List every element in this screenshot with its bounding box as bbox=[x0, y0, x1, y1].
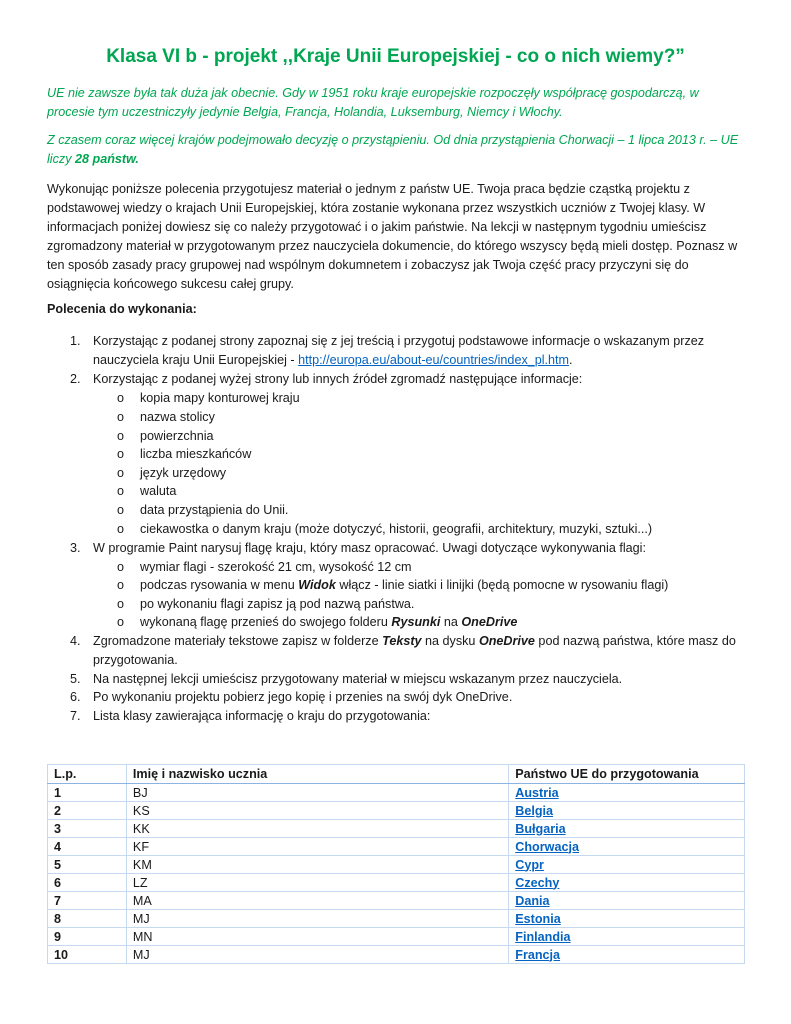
sub-item-text: ciekawostka o danym kraju (może dotyczyć, historii, geografii, architektury, muzyki, sztuki...) bbox=[140, 522, 653, 536]
step-text bbox=[93, 632, 748, 670]
country-cell bbox=[509, 910, 745, 928]
country-link[interactable]: Chorwacja bbox=[515, 839, 579, 854]
table-row bbox=[48, 946, 745, 964]
student-initials: LZ bbox=[126, 874, 508, 892]
header-lp: L.p. bbox=[48, 765, 127, 784]
student-initials: MJ bbox=[126, 946, 508, 964]
table-row bbox=[48, 820, 745, 838]
table-row bbox=[48, 784, 745, 802]
row-number: 7 bbox=[48, 892, 127, 910]
row-number: 1 bbox=[48, 784, 127, 802]
country-cell bbox=[509, 838, 745, 856]
drive-name: OneDrive bbox=[461, 615, 518, 629]
student-initials: BJ bbox=[126, 784, 508, 802]
step-number: 6. bbox=[70, 690, 81, 704]
sub-item-text bbox=[140, 613, 517, 632]
text-run: włącz - linie siatki i linijki (będą pomocne w rysowaniu flagi) bbox=[335, 578, 669, 592]
header-student-name: Imię i nazwisko ucznia bbox=[126, 765, 508, 784]
row-number: 4 bbox=[48, 838, 127, 856]
text-run: pod nazwą państwa, które masz do przygotowania. bbox=[93, 634, 736, 667]
country-cell bbox=[509, 820, 745, 838]
bullet: o bbox=[117, 615, 125, 629]
country-link[interactable]: Cypr bbox=[515, 857, 544, 872]
sub-item-text bbox=[140, 576, 668, 595]
step-number: 5. bbox=[70, 672, 81, 686]
intro-paragraph-1: UE nie zawsze była tak duża jak obecnie. Gdy w 1951 roku kraje europejskie rozpoczęły współpracę gospodarczą, w procesie tym uczestniczyły jedynie Belgia, Francja, Holandia, Luksemburg, Niemcy i Włochy. bbox=[47, 86, 699, 119]
tasks-heading: Polecenia do wykonania: bbox=[47, 302, 197, 316]
drive-name: OneDrive bbox=[478, 634, 535, 648]
row-number: 6 bbox=[48, 874, 127, 892]
country-cell bbox=[509, 946, 745, 964]
country-cell bbox=[509, 856, 745, 874]
row-number: 9 bbox=[48, 928, 127, 946]
folder-name: Teksty bbox=[382, 634, 422, 648]
bullet: o bbox=[117, 466, 125, 480]
step-1-end: . bbox=[569, 353, 573, 367]
step-text: Korzystając z podanej wyżej strony lub innych źródeł zgromadź następujące informacje: bbox=[93, 372, 583, 386]
country-cell bbox=[509, 928, 745, 946]
table-row bbox=[48, 856, 745, 874]
sub-item-text: data przystąpienia do Unii. bbox=[140, 503, 289, 517]
student-initials: MJ bbox=[126, 910, 508, 928]
bullet: o bbox=[117, 429, 125, 443]
student-initials: KM bbox=[126, 856, 508, 874]
bullet: o bbox=[117, 391, 125, 405]
step-text: Po wykonaniu projektu pobierz jego kopię i przenies na swój dyk OneDrive. bbox=[93, 690, 513, 704]
table-row bbox=[48, 892, 745, 910]
country-link[interactable]: Bułgaria bbox=[515, 821, 566, 836]
student-initials: MN bbox=[126, 928, 508, 946]
text-run: na dysku bbox=[421, 634, 479, 648]
sub-item-text: kopia mapy konturowej kraju bbox=[140, 391, 300, 405]
sub-item-text: nazwa stolicy bbox=[140, 410, 215, 424]
country-link[interactable]: Francja bbox=[515, 947, 561, 962]
country-cell bbox=[509, 874, 745, 892]
step-1-text: Korzystając z podanej strony zapoznaj się z jej treścią i przygotuj podstawowe informacje o wskazanym przez nauczyciela kraju Unii Europejskiej - bbox=[93, 334, 705, 367]
step-number: 2. bbox=[70, 372, 81, 386]
bullet: o bbox=[117, 447, 125, 461]
table-row bbox=[48, 874, 745, 892]
step-text bbox=[93, 332, 748, 370]
table-row bbox=[48, 802, 745, 820]
table-header-row bbox=[48, 765, 745, 784]
country-link[interactable]: Austria bbox=[515, 785, 559, 800]
table-row bbox=[48, 838, 745, 856]
body-paragraph: Wykonując poniższe polecenia przygotujesz materiał o jednym z państw UE. Twoja praca będzie cząstką projektu z podstawowej wiedzy o krajach Unii Europejskiej, która zostanie wykonana przez wszystkich uczniów z Twojej klasy. W informacjach poniżej dowiesz się co należy przygotować i o jakim państwie. Na lekcji w następnym tygodniu umieścisz zgromadzony materiał w przygotowanym przez nauczyciela dokumencie, do którego wszyscy będą mieli dostęp. Poznasz w ten sposób zasady pracy grupowej nad wspólnym dokumnetem i zobaczysz jak Twoja część pracy przyczyni się do osiągnięcia końcowego sukcesu całej grupy. bbox=[47, 182, 738, 291]
intro-paragraph-2 bbox=[47, 131, 747, 169]
step-number: 4. bbox=[70, 634, 81, 648]
bullet: o bbox=[117, 578, 125, 592]
step-text: Na następnej lekcji umieścisz przygotowany materiał w miejscu wskazanym przez nauczyciela. bbox=[93, 672, 623, 686]
table-row bbox=[48, 928, 745, 946]
bullet: o bbox=[117, 522, 125, 536]
student-initials: KS bbox=[126, 802, 508, 820]
country-link[interactable]: Finlandia bbox=[515, 929, 571, 944]
step-number: 1. bbox=[70, 334, 81, 348]
country-cell bbox=[509, 802, 745, 820]
text-run: podczas rysowania w menu bbox=[140, 578, 299, 592]
country-cell bbox=[509, 784, 745, 802]
country-cell bbox=[509, 892, 745, 910]
row-number: 10 bbox=[48, 946, 127, 964]
row-number: 8 bbox=[48, 910, 127, 928]
sub-item-text: powierzchnia bbox=[140, 429, 214, 443]
intro-2-count: 28 państw. bbox=[75, 152, 139, 166]
country-link[interactable]: Belgia bbox=[515, 803, 554, 818]
country-link[interactable]: Dania bbox=[515, 893, 550, 908]
bullet: o bbox=[117, 560, 125, 574]
bullet: o bbox=[117, 597, 125, 611]
country-link[interactable]: Czechy bbox=[515, 875, 560, 890]
sub-item-text: wymiar flagi - szerokość 21 cm, wysokość 12 cm bbox=[140, 560, 412, 574]
student-initials: MA bbox=[126, 892, 508, 910]
header-country: Państwo UE do przygotowania bbox=[509, 765, 745, 784]
student-initials: KF bbox=[126, 838, 508, 856]
text-run: na bbox=[440, 615, 462, 629]
row-number: 3 bbox=[48, 820, 127, 838]
document-title: Klasa VI b - projekt ,,Kraje Unii Europejskiej - co o nich wiemy?” bbox=[106, 46, 685, 67]
text-run: Zgromadzone materiały tekstowe zapisz w folderze bbox=[93, 634, 383, 648]
student-initials: KK bbox=[126, 820, 508, 838]
row-number: 5 bbox=[48, 856, 127, 874]
bullet: o bbox=[117, 410, 125, 424]
country-link[interactable]: Estonia bbox=[515, 911, 561, 926]
step-number: 7. bbox=[70, 709, 81, 723]
step-number: 3. bbox=[70, 541, 81, 555]
bullet: o bbox=[117, 503, 125, 517]
table-row bbox=[48, 910, 745, 928]
text-run: wykonaną flagę przenieś do swojego folderu bbox=[140, 615, 392, 629]
europa-link[interactable]: http://europa.eu/about-eu/countries/index_pl.htm bbox=[298, 353, 570, 367]
sub-item-text: waluta bbox=[140, 484, 177, 498]
intro-2-text: Z czasem coraz więcej krajów podejmowało decyzję o przystąpieniu. Od dnia przystąpienia Chorwacji – 1 lipca 2013 r. – UE liczy bbox=[47, 133, 739, 166]
class-list-table bbox=[47, 764, 745, 964]
row-number: 2 bbox=[48, 802, 127, 820]
sub-item-text: język urzędowy bbox=[140, 466, 227, 480]
bullet: o bbox=[117, 484, 125, 498]
sub-item-text: po wykonaniu flagi zapisz ją pod nazwą państwa. bbox=[140, 597, 415, 611]
step-text: W programie Paint narysuj flagę kraju, który masz opracować. Uwagi dotyczące wykonywania flagi: bbox=[93, 541, 646, 555]
folder-name: Rysunki bbox=[391, 615, 441, 629]
menu-name: Widok bbox=[298, 578, 336, 592]
sub-item-text: liczba mieszkańców bbox=[140, 447, 252, 461]
step-text: Lista klasy zawierająca informację o kraju do przygotowania: bbox=[93, 709, 431, 723]
